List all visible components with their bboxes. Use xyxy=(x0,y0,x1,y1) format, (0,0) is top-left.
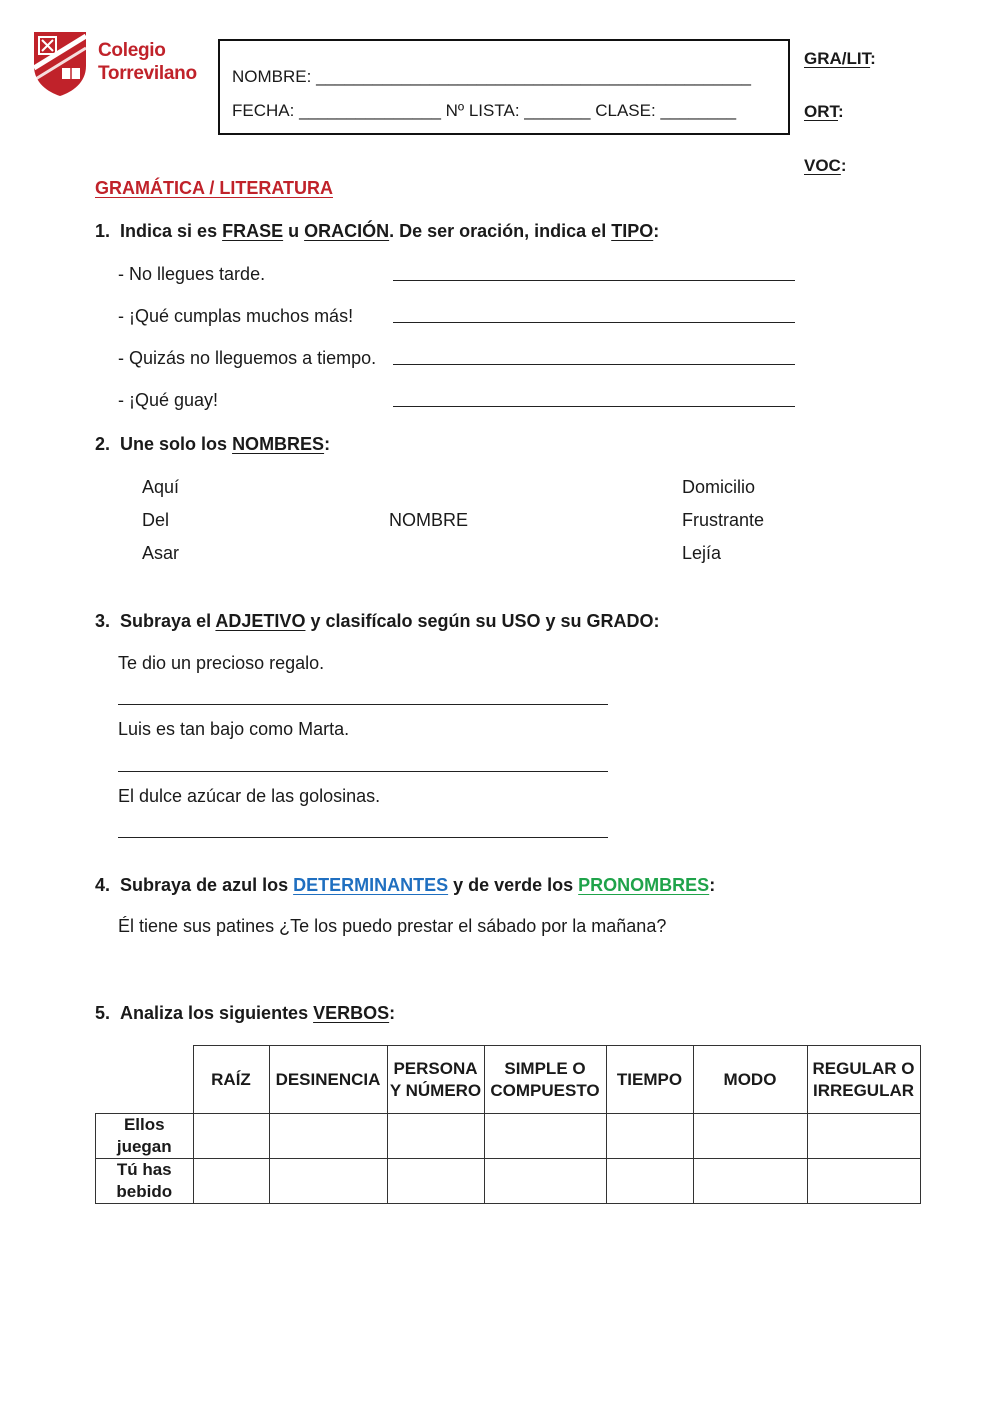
class-label: CLASE: xyxy=(595,101,656,120)
logo-text-line1: Colegio xyxy=(98,40,166,61)
column-header: REGULAR O IRREGULAR xyxy=(807,1046,920,1114)
question-number: 1. xyxy=(95,221,111,241)
q3-sentence[interactable]: Te dio un precioso regalo. xyxy=(118,653,325,673)
answer-cell[interactable] xyxy=(269,1159,387,1204)
school-logo xyxy=(30,28,200,100)
determinantes-keyword: DETERMINANTES xyxy=(293,875,449,895)
answer-cell[interactable] xyxy=(693,1159,807,1204)
answer-cell[interactable] xyxy=(387,1114,484,1159)
q2-right-word[interactable]: Lejía xyxy=(682,543,722,563)
answer-cell[interactable] xyxy=(807,1159,920,1204)
question-number: 4. xyxy=(95,875,111,895)
q1-item: - ¡Qué cumplas muchos más! xyxy=(118,306,354,326)
q3-answer-line[interactable] xyxy=(118,771,608,772)
question-1-heading: 1. Indica si es FRASE u ORACIÓN. De ser oración, indica el TIPO: xyxy=(95,221,660,241)
logo-text-line2: Torrevilano xyxy=(98,63,197,84)
q1-item: - ¡Qué guay! xyxy=(118,390,219,410)
q1-item: - No llegues tarde. xyxy=(118,264,266,284)
column-header: MODO xyxy=(693,1046,807,1114)
student-info-box xyxy=(218,39,790,135)
question-number: 3. xyxy=(95,611,111,631)
q3-sentence[interactable]: El dulce azúcar de las golosinas. xyxy=(118,786,381,806)
question-number: 2. xyxy=(95,434,111,454)
answer-cell[interactable] xyxy=(193,1159,269,1204)
row-header: Ellos juegan xyxy=(96,1114,194,1159)
question-3-heading: 3. Subraya el ADJETIVO y clasifícalo según su USO y su GRADO: xyxy=(95,611,660,631)
list-label: Nº LISTA: xyxy=(445,101,520,120)
q1-answer-line[interactable] xyxy=(393,406,795,407)
q2-center-word[interactable]: NOMBRE xyxy=(389,510,469,530)
q1-answer-line[interactable] xyxy=(393,280,795,281)
answer-cell[interactable] xyxy=(693,1114,807,1159)
answer-cell[interactable] xyxy=(484,1159,606,1204)
column-header: RAÍZ xyxy=(193,1046,269,1114)
question-5-heading: 5. Analiza los siguientes VERBOS: xyxy=(95,1003,396,1023)
question-number: 5. xyxy=(95,1003,111,1023)
class-field[interactable]: ________ xyxy=(660,101,737,120)
verbs-table xyxy=(95,1045,921,1204)
list-field[interactable]: _______ xyxy=(524,101,591,120)
table-header-row xyxy=(96,1046,921,1114)
question-2-heading: 2. Une solo los NOMBRES: xyxy=(95,434,331,454)
score-ort: ORT: xyxy=(804,102,844,121)
column-header: SIMPLE O COMPUESTO xyxy=(484,1046,606,1114)
q2-right-word[interactable]: Frustrante xyxy=(682,510,765,530)
name-field[interactable]: ______________________________________________ xyxy=(316,67,751,86)
q1-item: - Quizás no lleguemos a tiempo. xyxy=(118,348,377,368)
section-title: GRAMÁTICA / LITERATURA xyxy=(95,178,333,198)
q3-answer-line[interactable] xyxy=(118,837,608,838)
q2-left-word[interactable]: Asar xyxy=(142,543,180,563)
q1-answer-line[interactable] xyxy=(393,322,795,323)
q2-left-word[interactable]: Del xyxy=(142,510,170,530)
shield-icon xyxy=(30,28,90,98)
q1-answer-line[interactable] xyxy=(393,364,795,365)
date-label: FECHA: xyxy=(232,101,295,120)
answer-cell[interactable] xyxy=(269,1114,387,1159)
date-field[interactable]: _______________ xyxy=(299,101,441,120)
q2-left-word[interactable]: Aquí xyxy=(142,477,180,497)
answer-cell[interactable] xyxy=(484,1114,606,1159)
q3-answer-line[interactable] xyxy=(118,704,608,705)
score-voc: VOC: xyxy=(804,156,847,175)
pronombres-keyword: PRONOMBRES xyxy=(578,875,710,895)
question-4-heading: 4. Subraya de azul los DETERMINANTES y de verde los PRONOMBRES: xyxy=(95,875,716,895)
name-row xyxy=(232,67,751,87)
answer-cell[interactable] xyxy=(606,1114,693,1159)
table-corner-cell xyxy=(96,1046,194,1114)
row-header: Tú has bebido xyxy=(96,1159,194,1204)
q3-sentence[interactable]: Luis es tan bajo como Marta. xyxy=(118,719,350,739)
answer-cell[interactable] xyxy=(606,1159,693,1204)
answer-cell[interactable] xyxy=(387,1159,484,1204)
answer-cell[interactable] xyxy=(807,1114,920,1159)
score-gra-lit: GRA/LIT: xyxy=(804,49,876,68)
column-header: PERSONA Y NÚMERO xyxy=(387,1046,484,1114)
q4-sentence[interactable]: Él tiene sus patines ¿Te los puedo prestar el sábado por la mañana? xyxy=(118,916,667,936)
q2-right-word[interactable]: Domicilio xyxy=(682,477,756,497)
name-label: NOMBRE: xyxy=(232,67,312,86)
answer-cell[interactable] xyxy=(193,1114,269,1159)
column-header: TIEMPO xyxy=(606,1046,693,1114)
column-header: DESINENCIA xyxy=(269,1046,387,1114)
date-row xyxy=(232,101,736,121)
table-row xyxy=(96,1114,921,1159)
table-row xyxy=(96,1159,921,1204)
